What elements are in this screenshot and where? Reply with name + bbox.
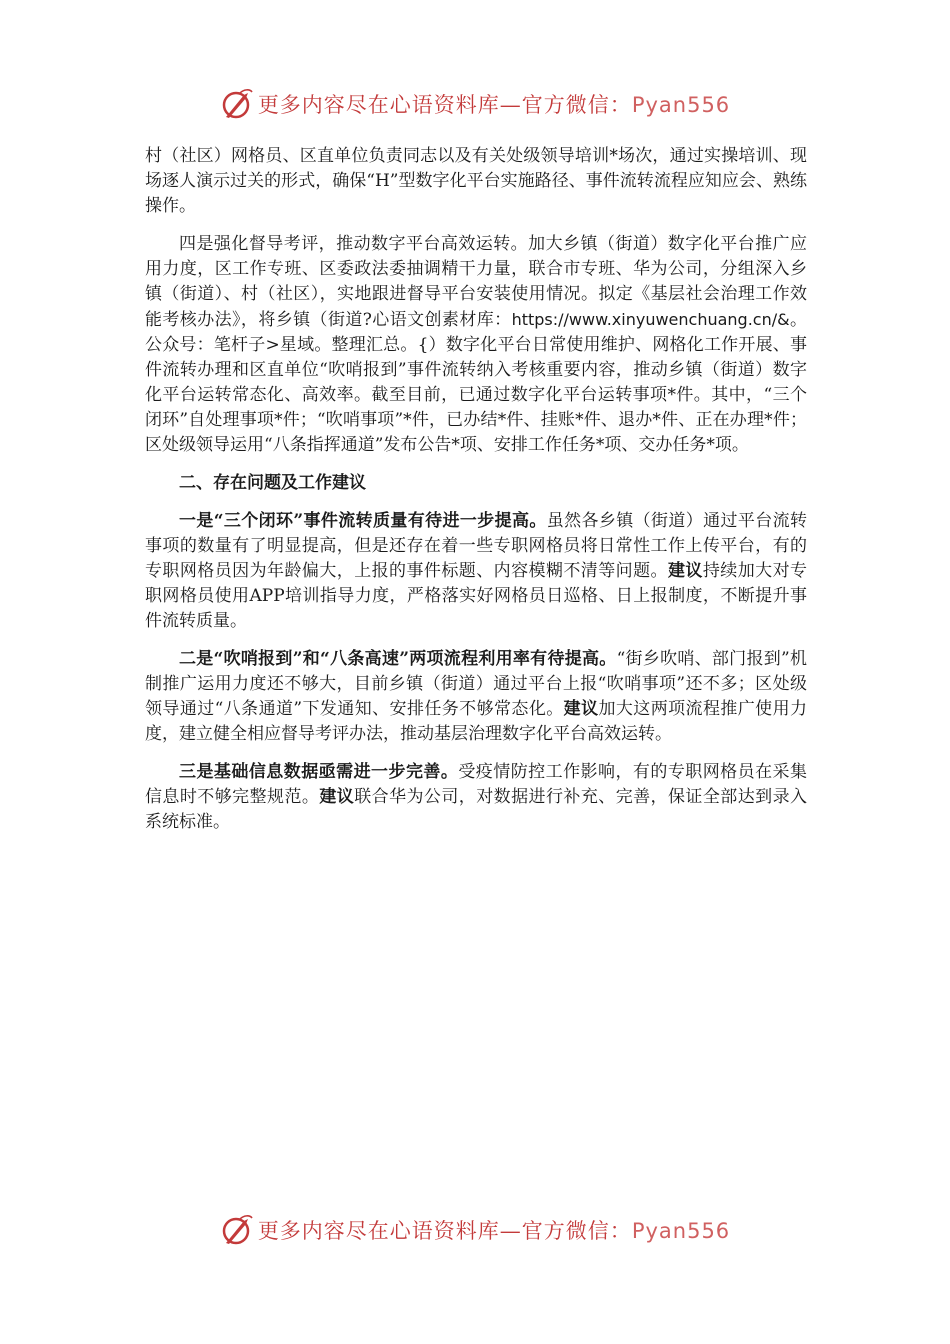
section-heading-problems: 二、存在问题及工作建议 [179,473,366,493]
pen-nib-circle-icon [220,87,254,121]
problem-1-title: 一是“三个闭环”事件流转质量有待进一步提高。 [179,511,547,531]
banner-text-wechat-id: Pyan556 [631,93,731,117]
document-body [145,144,807,848]
banner-text [258,89,730,119]
footer-banner [0,1210,950,1250]
problem-3-text-a: 受疫情防控工作影响，有的专职网格员在采集信息时不够完整规范。 [145,762,808,807]
paragraph-supervision [145,232,807,458]
banner-text-cn: 更多内容尽在心语资料库—官方微信： [257,1219,632,1243]
problem-1-text-b: 持续加大对专职网格员使用APP培训指导力度，严格落实好网格员日巡格、日上报制度，不断提升事件流转质量。 [145,561,808,631]
problem-3-text-b: 联合华为公司，对数据进行补充、完善，保证全部达到录入系统标准。 [145,787,808,832]
paragraph-problem-3 [145,760,807,835]
banner-text [258,1215,730,1245]
paragraph-supervision-text-a: 四是强化督导考评，推动数字平台高效运转。加大乡镇（街道）数字化平台推广应用力度，区工作专班、区委政法委抽调精干力量，联合市专班、华为公司，分组深入乡镇（街道）、村（社区），实地跟进督导平台安装使用情况。拟定《基层社会治理工作效能考核办法》，将乡镇（街道?心语文创素材库： [145,234,807,330]
source-url-text: https://www.xinyuwenchuang.cn/& [511,310,790,329]
paragraph-supervision-text-b: 。公众号：笔杆子>星域。整理汇总。{）数字化平台日常使用维护、网格化工作开展、事件流转办理和区直单位“吹哨报到”事件流转纳入考核重要内容，推动乡镇（街道）数字化平台运转常态化、高效率。截至目前，已通过数字化平台运转事项*件。其中，“三个闭环”自处理事项*件；“吹哨事项”*件，已办结*件、挂账*件、退办*件、正在办理*件；区处级领导运用“八条指挥通道”发布公告*项、安排工作任务*项、交办任务*项。 [145,310,807,455]
banner-text-wechat-id: Pyan556 [631,1219,731,1243]
problem-2-title: 二是“吹哨报到”和“八条高速”两项流程利用率有待提高。 [179,649,617,669]
header-banner [0,84,950,124]
paragraph-problem-1 [145,509,807,634]
paragraph-training: 村（社区）网格员、区直单位负责同志以及有关处级领导培训*场次，通过实操培训、现场逐人演示过关的形式，确保“H”型数字化平台实施路径、事件流转流程应知应会、熟练操作。 [145,146,807,216]
problem-2-text-b: 加大这两项流程推广使用力度，建立健全相应督导考评办法，推动基层治理数字化平台高效运转。 [145,699,808,744]
problem-1-text-a: 虽然各乡镇（街道）通过平台流转事项的数量有了明显提高，但是还存在着一些专职网格员将日常性工作上传平台，有的专职网格员因为年龄偏大，上报的事件标题、内容模糊不清等问题。 [145,511,808,581]
pen-nib-circle-icon [220,1213,254,1247]
problem-2-text-a: “街乡吹哨、部门报到”机制推广运用力度还不够大，目前乡镇（街道）通过平台上报“吹哨事项”还不多；区处级领导通过“八条通道”下发通知、安排任务不够常态化。 [145,649,807,719]
problem-3-suggestion-label: 建议 [319,787,355,807]
problem-1-suggestion-label: 建议 [667,561,703,581]
banner-text-cn: 更多内容尽在心语资料库—官方微信： [257,93,632,117]
problem-3-title: 三是基础信息数据亟需进一步完善。 [179,762,459,782]
paragraph-problem-2 [145,647,807,747]
problem-2-suggestion-label: 建议 [563,699,599,719]
